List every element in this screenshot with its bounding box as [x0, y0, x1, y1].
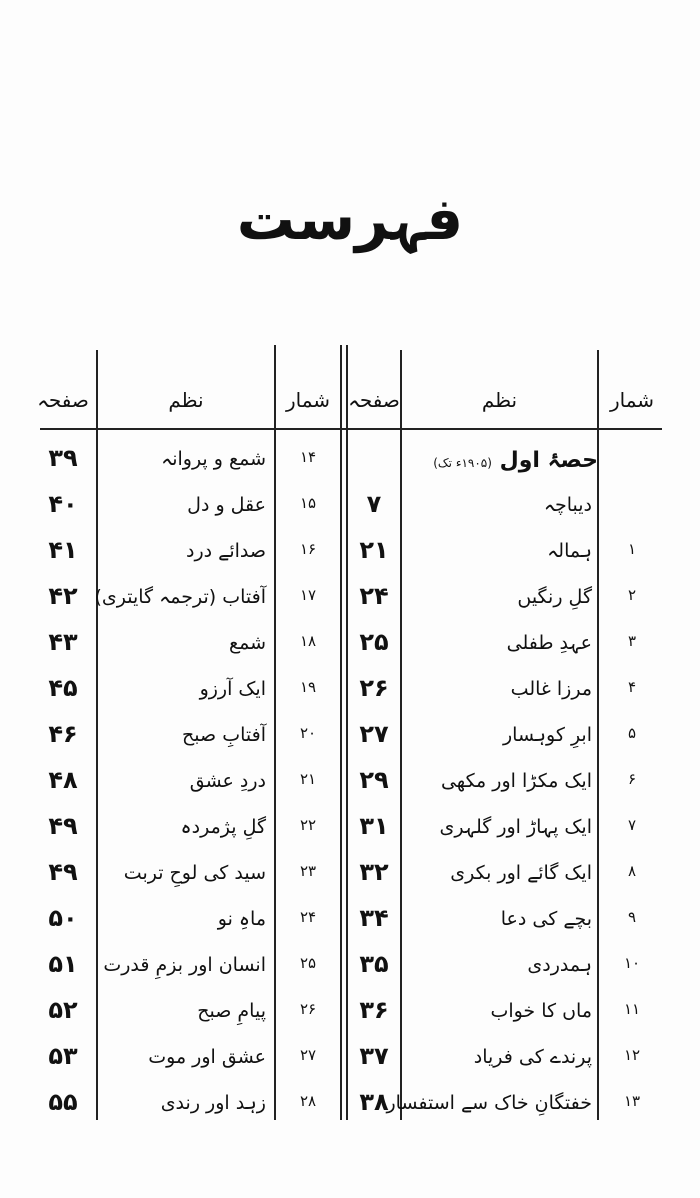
page-number: ۴۵ [48, 674, 78, 702]
serial-number: ۳ [627, 632, 637, 650]
serial-number: ۲ [627, 586, 637, 604]
serial-number: ۱ [627, 540, 637, 558]
page-number: ۴۲ [48, 582, 78, 610]
serial-number: ۲۳ [299, 862, 317, 880]
page-number: ۲۶ [359, 674, 389, 702]
page-number: ۳۹ [48, 444, 78, 472]
poem-title: آفتابِ صبح [182, 724, 266, 746]
poem-title: گلِ پژمردہ [180, 816, 266, 838]
table-row [0, 854, 700, 900]
part-label: حصۂ اول [499, 448, 598, 473]
page-number: ۵۲ [48, 996, 78, 1024]
poem-title: شمع و پروانہ [161, 448, 266, 470]
table-row [0, 1084, 700, 1130]
poem-title: گلِ رنگیں [517, 586, 592, 608]
poem-title: عہدِ طفلی [506, 632, 592, 654]
page-number: ۳۸ [359, 1088, 389, 1116]
header-page-left: صفحہ [37, 388, 89, 412]
page-number: ۵۵ [48, 1088, 78, 1116]
poem-title: انسان اور بزمِ قدرت [103, 954, 266, 976]
table-row [0, 946, 700, 992]
poem-title: ماہِ نو [217, 908, 266, 930]
page-number: ۲۴ [359, 582, 389, 610]
poem-title: سید کی لوحِ تربت [123, 862, 266, 884]
serial-number: ۱۴ [299, 448, 317, 466]
page-number: ۴۶ [48, 720, 78, 748]
table-row [0, 624, 700, 670]
poem-title: بچے کی دعا [500, 908, 592, 930]
serial-number: ۲۰ [299, 724, 317, 742]
serial-number: ۲۷ [299, 1046, 317, 1064]
page-number: ۲۷ [359, 720, 389, 748]
page-number: ۵۰ [48, 904, 78, 932]
serial-number: ۲۶ [299, 1000, 317, 1018]
page-number: ۴۹ [48, 858, 78, 886]
serial-number: ۱۵ [299, 494, 317, 512]
poem-title: عقل و دل [187, 494, 266, 516]
serial-number: ۱۰ [623, 954, 641, 972]
part-note: (۱۹۰۵ء تک) [433, 456, 492, 470]
table-row [0, 670, 700, 716]
page-number: ۲۱ [359, 536, 389, 564]
table-row [0, 578, 700, 624]
page-number: ۳۶ [359, 996, 389, 1024]
page-number: ۴۰ [48, 490, 78, 518]
page-number: ۳۷ [359, 1042, 389, 1070]
serial-number: ۲۴ [299, 908, 317, 926]
page-number: ۷ [366, 490, 382, 518]
poem-title: ایک گائے اور بکری [450, 862, 592, 884]
poem-title: پرندے کی فریاد [473, 1046, 592, 1068]
page-title: فہرست [236, 185, 464, 253]
poem-title: دیباچہ [543, 494, 592, 516]
page-number: ۴۳ [48, 628, 78, 656]
table-row [0, 900, 700, 946]
poem-title: ایک پہاڑ اور گلہری [439, 816, 592, 838]
table-row [0, 440, 700, 486]
serial-number: ۲۸ [299, 1092, 317, 1110]
serial-number: ۱۸ [299, 632, 317, 650]
serial-number: ۱۷ [299, 586, 317, 604]
poem-title: زہد اور رندی [160, 1092, 266, 1114]
serial-number: ۸ [627, 862, 637, 880]
poem-title: آفتاب (ترجمہ گایتری) [94, 586, 266, 608]
serial-number: ۲۲ [299, 816, 317, 834]
table-row [0, 762, 700, 808]
header-page-right: صفحہ [348, 388, 400, 412]
serial-number: ۵ [627, 724, 637, 742]
table-row [0, 716, 700, 762]
serial-number: ۱۱ [623, 1000, 641, 1018]
poem-title: ماں کا خواب [490, 1000, 592, 1022]
serial-number: ۹ [627, 908, 637, 926]
serial-number: ۶ [627, 770, 637, 788]
serial-number: ۷ [627, 816, 637, 834]
serial-number: ۲۱ [299, 770, 317, 788]
page-number: ۴۸ [48, 766, 78, 794]
serial-number: ۱۶ [299, 540, 317, 558]
page-number: ۳۴ [359, 904, 389, 932]
page-number: ۵۱ [48, 950, 78, 978]
header-poem-right: نظم [481, 388, 518, 412]
page-number: ۴۹ [48, 812, 78, 840]
page-number: ۵۳ [48, 1042, 78, 1070]
header-poem-left: نظم [168, 388, 204, 412]
poem-title: صدائے درد [186, 540, 266, 562]
poem-title: شمع [228, 632, 266, 654]
table-row [0, 486, 700, 532]
poem-title: پیامِ صبح [197, 1000, 266, 1022]
poem-title: دردِ عشق [189, 770, 266, 792]
table-row [0, 808, 700, 854]
page-number: ۲۹ [359, 766, 389, 794]
header-rule [40, 428, 662, 430]
page-number: ۲۵ [359, 628, 389, 656]
serial-number: ۱۳ [623, 1092, 641, 1110]
poem-title: ابرِ کوہسار [503, 724, 592, 746]
serial-number: ۱۹ [299, 678, 317, 696]
header-serial-right: شمار [609, 388, 655, 412]
poem-title: ہمدردی [527, 954, 592, 976]
page-number: ۴۱ [48, 536, 78, 564]
poem-title: خفتگانِ خاک سے استفسار [386, 1092, 592, 1114]
poem-title: ایک آرزو [199, 678, 266, 700]
poem-title: ہمالہ [547, 540, 592, 562]
page-number: ۳۱ [359, 812, 389, 840]
poem-title: عشق اور موت [148, 1046, 266, 1068]
table-row [0, 532, 700, 578]
poem-title: مرزا غالب [510, 678, 592, 700]
serial-number: ۱۲ [623, 1046, 641, 1064]
serial-number: ۴ [627, 678, 637, 696]
header-serial-left: شمار [285, 388, 331, 412]
table-row [0, 1038, 700, 1084]
serial-number: ۲۵ [299, 954, 317, 972]
poem-title: ایک مکڑا اور مکھی [440, 770, 592, 792]
page-number: ۳۵ [359, 950, 389, 978]
page-number: ۳۲ [359, 858, 389, 886]
table-row [0, 992, 700, 1038]
